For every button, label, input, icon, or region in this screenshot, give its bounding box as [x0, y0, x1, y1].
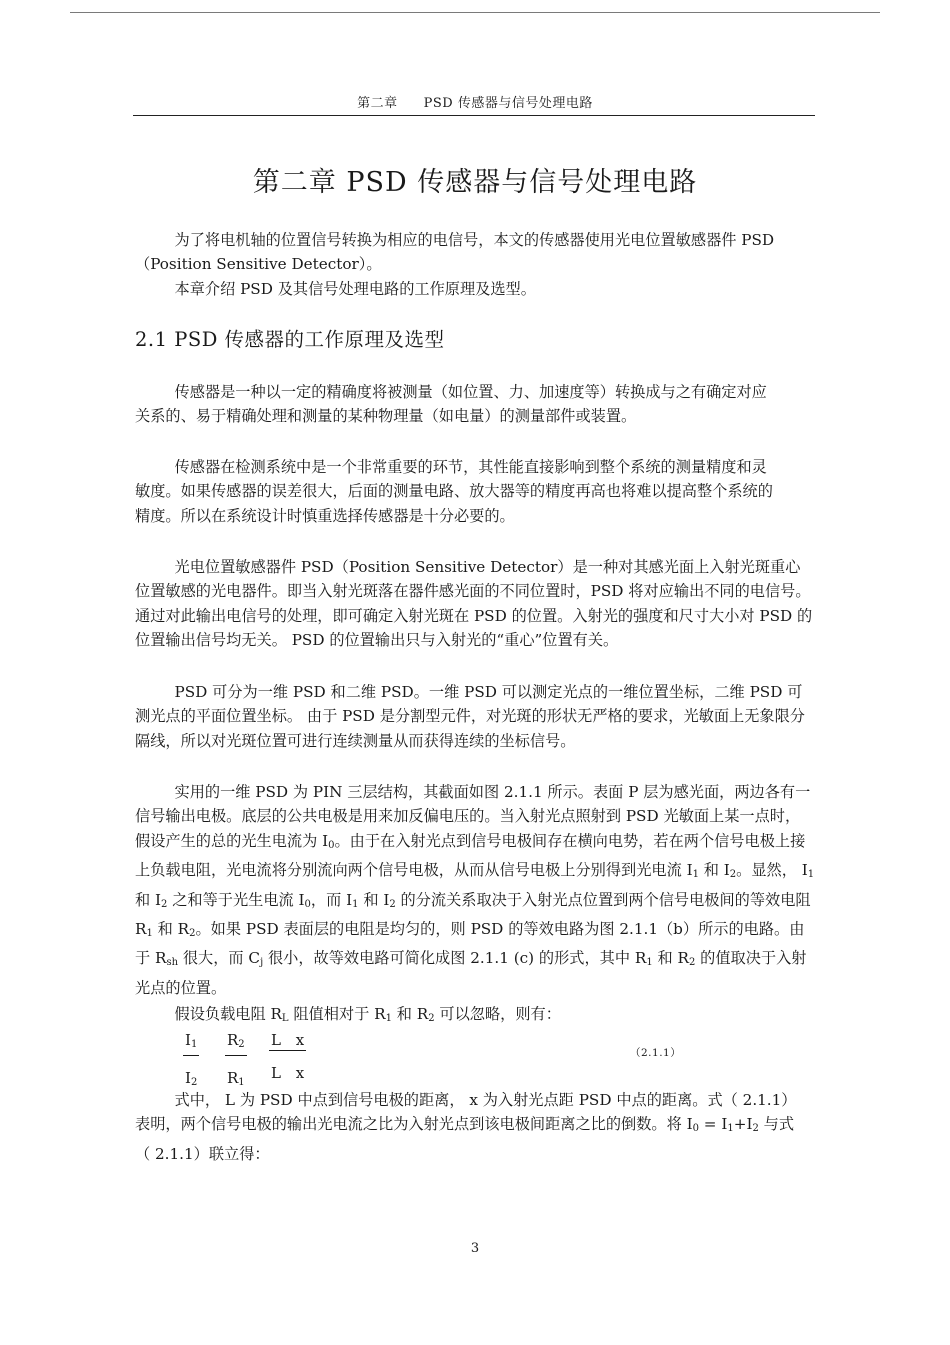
paragraph-text: 光电位置敏感器件 PSD（Position Sensitive Detector）是一种对其感光面上入射光斑重心位置敏感的光电器件。即当入射光斑落在器件感光面的不同位置时，PSD 将对应输出不同的电信号。通过对此输出电信号的处理，即可确定入射光斑在 PSD 的位置。入射光的强度和尺寸大小对 PSD 的位置输出信号均无关。 PSD 的位置输出只与入射光的“重心”位置有关。	[135, 558, 813, 650]
intro-block	[135, 228, 775, 301]
body-paragraph-6	[135, 1002, 815, 1031]
intro-paragraph-2: 本章介绍 PSD 及其信号处理电路的工作原理及选型。	[174, 279, 536, 298]
body-paragraph-3	[135, 555, 815, 653]
equation-2-1-1	[183, 1030, 703, 1086]
body-paragraph-5	[135, 780, 815, 1000]
body-paragraph-2	[135, 455, 775, 528]
paragraph-text: 实用的一维 PSD 为 PIN 三层结构，其截面如图 2.1.1 所示。表面 P 层为感光面，两边各有一信号输出电极。底层的公共电极是用来加反偏电压的。当入射光点照射到 PSD 光敏面上某一点时，假设产生的总的光生电流为 $I_0$。由于在入射光点到信号电极间存在横向电势，若在两个信号电极上接上负载电阻，光电流将分别流向两个信号电极，从而从信号电极上分别得到光电流 $I_1$ 和 $I_2$。显然， $I_1$ 和 $I_2$ 之和等于光生电流 $I_0$，而 $I_1$ 和 $I_2$ 的分流关系取决于入射光点位置到两个信号电极间的等效电阻 $R_1$ 和 $R_2$。如果 PSD 表面层的电阻是均匀的，则 PSD 的等效电路为图 2.1.1（b）所示的电路。由于 $R_{sh}$ 很大，而 $C_j$ 很小，故等效电路可简化成图 2.1.1 (c) 的形式，其中 $R_1$ 和 $R_2$ 的值取决于入射光点的位置。	[135, 783, 815, 997]
body-paragraph-4	[135, 680, 815, 753]
paragraph-text: 假设负载电阻 $R_L$ 阻值相对于 $R_1$ 和 $R_2$ 可以忽略，则有：	[174, 1005, 561, 1024]
header-title: PSD 传感器与信号处理电路	[423, 96, 593, 111]
page-number: 3	[470, 1241, 480, 1256]
body-paragraph-7	[135, 1088, 795, 1166]
section-title: 2.1 PSD 传感器的工作原理及选型	[135, 328, 445, 351]
equation-number: （2.1.1）	[630, 1047, 682, 1059]
fraction-current-ratio: $\frac{I_1}{I_2}$	[185, 1031, 198, 1088]
body-paragraph-1	[135, 380, 775, 429]
fraction-resistance-ratio: $\frac{R_2}{R_1}$	[227, 1031, 245, 1088]
top-page-border	[70, 12, 880, 13]
fraction-distance-ratio: $\frac{\text{L x}}{\text{L x}}$	[271, 1031, 305, 1082]
header-chapter: 第二章	[357, 96, 398, 111]
paragraph-text: PSD 可分为一维 PSD 和二维 PSD。一维 PSD 可以测定光点的一维位置坐标，二维 PSD 可测光点的平面位置坐标。 由于 PSD 是分割型元件，对光斑的形状无严格的要求，光敏面上无象限分隔线，所以对光斑位置可进行连续测量从而获得连续的坐标信号。	[135, 683, 805, 750]
header-rule	[133, 115, 815, 116]
intro-paragraph-1: 为了将电机轴的位置信号转换为相应的电信号，本文的传感器使用光电位置敏感器件 PSD（Position Sensitive Detector）。	[135, 231, 775, 274]
paragraph-text: 传感器在检测系统中是一个非常重要的环节，其性能直接影响到整个系统的测量精度和灵敏度。如果传感器的误差很大，后面的测量电路、放大器等的精度再高也将难以提高整个系统的精度。所以在系统设计时慎重选择传感器是十分必要的。	[135, 458, 773, 525]
running-header	[0, 92, 950, 111]
paragraph-text: 式中， L 为 PSD 中点到信号电极的距离， x 为入射光点距 PSD 中点的距离。式（ 2.1.1）表明，两个信号电极的输出光电流之比为入射光点到该电极间距离之比的倒数。将 $I_0 = I_1+I_2$ 与式（ 2.1.1）联立得：	[135, 1091, 795, 1163]
paragraph-text: 传感器是一种以一定的精确度将被测量（如位置、力、加速度等）转换成与之有确定对应关系的、易于精确处理和测量的某种物理量（如电量）的测量部件或装置。	[135, 383, 767, 426]
chapter-title: 第二章 PSD 传感器与信号处理电路	[252, 167, 698, 198]
